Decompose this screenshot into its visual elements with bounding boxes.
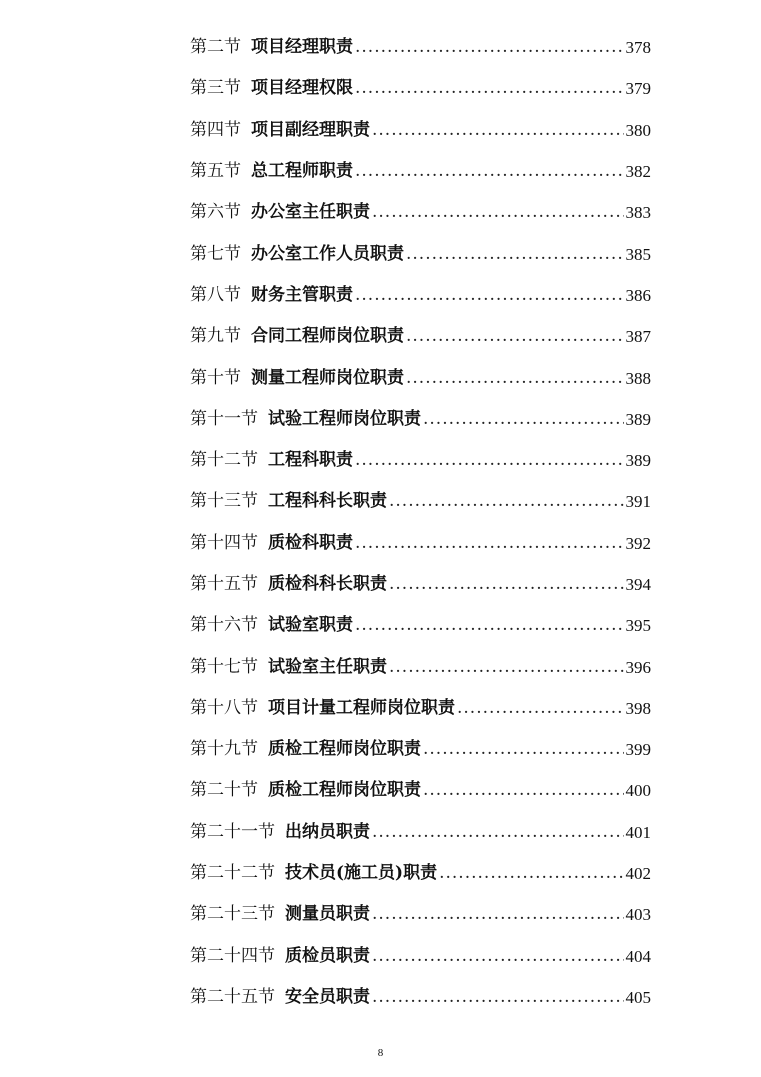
toc-entry[interactable] <box>190 564 651 605</box>
toc-page-number: 395 <box>625 616 651 636</box>
table-of-contents <box>190 27 651 1018</box>
toc-section-number: 第十一节 <box>190 408 258 429</box>
toc-title: 办公室主任职责 <box>251 202 370 223</box>
toc-section-number: 第十八节 <box>190 697 258 718</box>
toc-title: 试验室主任职责 <box>268 656 387 677</box>
toc-entry[interactable] <box>190 233 651 274</box>
toc-section-number: 第二十节 <box>190 780 258 801</box>
toc-section-number: 第二节 <box>190 37 241 58</box>
toc-section-number: 第二十二节 <box>190 863 275 884</box>
toc-section-number: 第三节 <box>190 78 241 99</box>
toc-leader-dots <box>423 741 624 758</box>
toc-leader-dots <box>406 328 624 345</box>
toc-title: 出纳员职责 <box>285 821 370 842</box>
toc-leader-dots <box>372 906 624 923</box>
toc-page-number: 391 <box>625 492 651 512</box>
toc-leader-dots <box>355 452 624 469</box>
toc-entry[interactable] <box>190 357 651 398</box>
toc-title: 质检工程师岗位职责 <box>268 780 421 801</box>
toc-leader-dots <box>389 659 624 676</box>
toc-title: 质检科科长职责 <box>268 574 387 594</box>
toc-leader-dots <box>355 617 624 634</box>
toc-leader-dots <box>423 411 624 428</box>
toc-leader-dots <box>423 782 624 799</box>
toc-entry[interactable] <box>190 523 651 564</box>
toc-page-number: 394 <box>625 575 651 594</box>
toc-entry[interactable] <box>190 605 651 646</box>
toc-leader-dots <box>355 80 624 97</box>
toc-section-number: 第十节 <box>190 367 241 388</box>
toc-leader-dots <box>372 948 624 965</box>
toc-page-number: 399 <box>625 740 651 760</box>
toc-title: 财务主管职责 <box>251 284 353 305</box>
toc-page-number: 402 <box>625 864 651 884</box>
toc-title: 安全员职责 <box>285 986 370 1007</box>
toc-entry[interactable] <box>190 936 651 977</box>
toc-title: 质检科职责 <box>268 532 353 553</box>
toc-entry[interactable] <box>190 646 651 687</box>
toc-leader-dots <box>372 204 624 221</box>
toc-leader-dots <box>372 824 624 841</box>
toc-title: 工程科科长职责 <box>268 491 387 512</box>
toc-page-number: 404 <box>625 946 651 966</box>
toc-section-number: 第二十四节 <box>190 945 275 966</box>
toc-page-number: 387 <box>625 327 651 347</box>
toc-title: 总工程师职责 <box>251 161 353 182</box>
toc-section-number: 第十五节 <box>190 574 258 594</box>
toc-page-number: 400 <box>625 781 651 801</box>
toc-entry[interactable] <box>190 316 651 357</box>
toc-title: 项目计量工程师岗位职责 <box>268 697 455 718</box>
toc-page-number: 380 <box>625 120 651 140</box>
toc-entry[interactable] <box>190 977 651 1018</box>
toc-entry[interactable] <box>190 192 651 233</box>
toc-section-number: 第五节 <box>190 161 241 182</box>
toc-entry[interactable] <box>190 894 651 935</box>
toc-entry[interactable] <box>190 812 651 853</box>
toc-section-number: 第九节 <box>190 326 241 347</box>
toc-section-number: 第七节 <box>190 243 241 264</box>
toc-section-number: 第二十五节 <box>190 986 275 1007</box>
toc-title: 测量员职责 <box>285 904 370 925</box>
toc-page-number: 385 <box>625 244 651 264</box>
toc-entry[interactable] <box>190 440 651 481</box>
toc-section-number: 第四节 <box>190 119 241 140</box>
toc-page-number: 389 <box>625 409 651 429</box>
toc-title: 质检工程师岗位职责 <box>268 739 421 760</box>
toc-entry[interactable] <box>190 27 651 68</box>
toc-title: 测量工程师岗位职责 <box>251 367 404 388</box>
toc-page-number: 378 <box>625 38 651 58</box>
toc-page-number: 405 <box>625 987 651 1007</box>
toc-section-number: 第六节 <box>190 202 241 223</box>
toc-section-number: 第十二节 <box>190 450 258 471</box>
toc-section-number: 第十七节 <box>190 656 258 677</box>
toc-title: 试验工程师岗位职责 <box>268 408 421 429</box>
toc-page-number: 398 <box>625 698 651 718</box>
toc-entry[interactable] <box>190 770 651 811</box>
toc-entry[interactable] <box>190 68 651 109</box>
toc-entry[interactable] <box>190 151 651 192</box>
toc-leader-dots <box>389 493 624 510</box>
toc-leader-dots <box>355 163 624 180</box>
toc-leader-dots <box>355 287 624 304</box>
page-footer-number: 8 <box>377 1047 384 1059</box>
toc-page-number: 383 <box>625 203 651 223</box>
toc-entry[interactable] <box>190 110 651 151</box>
toc-entry[interactable] <box>190 853 651 894</box>
toc-entry[interactable] <box>190 729 651 770</box>
toc-title: 技术员(施工员)职责 <box>285 863 438 884</box>
toc-leader-dots <box>372 989 624 1006</box>
toc-title: 合同工程师岗位职责 <box>251 326 404 347</box>
toc-title: 项目副经理职责 <box>251 119 370 140</box>
toc-entry[interactable] <box>190 688 651 729</box>
toc-page-number: 403 <box>625 905 651 925</box>
toc-section-number: 第十六节 <box>190 615 258 636</box>
toc-page-number: 379 <box>625 79 651 99</box>
toc-page-number: 388 <box>625 368 651 388</box>
toc-section-number: 第二十一节 <box>190 821 275 842</box>
toc-section-number: 第十九节 <box>190 739 258 760</box>
toc-title: 试验室职责 <box>268 615 353 636</box>
toc-section-number: 第二十三节 <box>190 904 275 925</box>
toc-page-number: 382 <box>625 162 651 182</box>
toc-leader-dots <box>406 370 624 387</box>
toc-title: 工程科职责 <box>268 450 353 471</box>
toc-entry[interactable] <box>190 275 651 316</box>
toc-title: 项目经理职责 <box>251 37 353 58</box>
toc-entry[interactable] <box>190 481 651 522</box>
toc-leader-dots <box>439 865 623 882</box>
toc-page-number: 389 <box>625 451 651 471</box>
toc-leader-dots <box>406 246 624 263</box>
toc-leader-dots <box>355 535 624 552</box>
toc-leader-dots <box>389 576 624 593</box>
toc-section-number: 第十四节 <box>190 532 258 553</box>
toc-section-number: 第十三节 <box>190 491 258 512</box>
toc-title: 项目经理权限 <box>251 78 353 99</box>
toc-title: 办公室工作人员职责 <box>251 243 404 264</box>
toc-page-number: 386 <box>625 285 651 305</box>
toc-page-number: 392 <box>625 533 651 553</box>
toc-page-number: 396 <box>625 657 651 677</box>
toc-entry[interactable] <box>190 399 651 440</box>
toc-leader-dots <box>355 39 624 56</box>
toc-leader-dots <box>457 700 624 717</box>
toc-title: 质检员职责 <box>285 945 370 966</box>
toc-leader-dots <box>372 122 624 139</box>
toc-page-number: 401 <box>625 822 651 842</box>
toc-section-number: 第八节 <box>190 284 241 305</box>
